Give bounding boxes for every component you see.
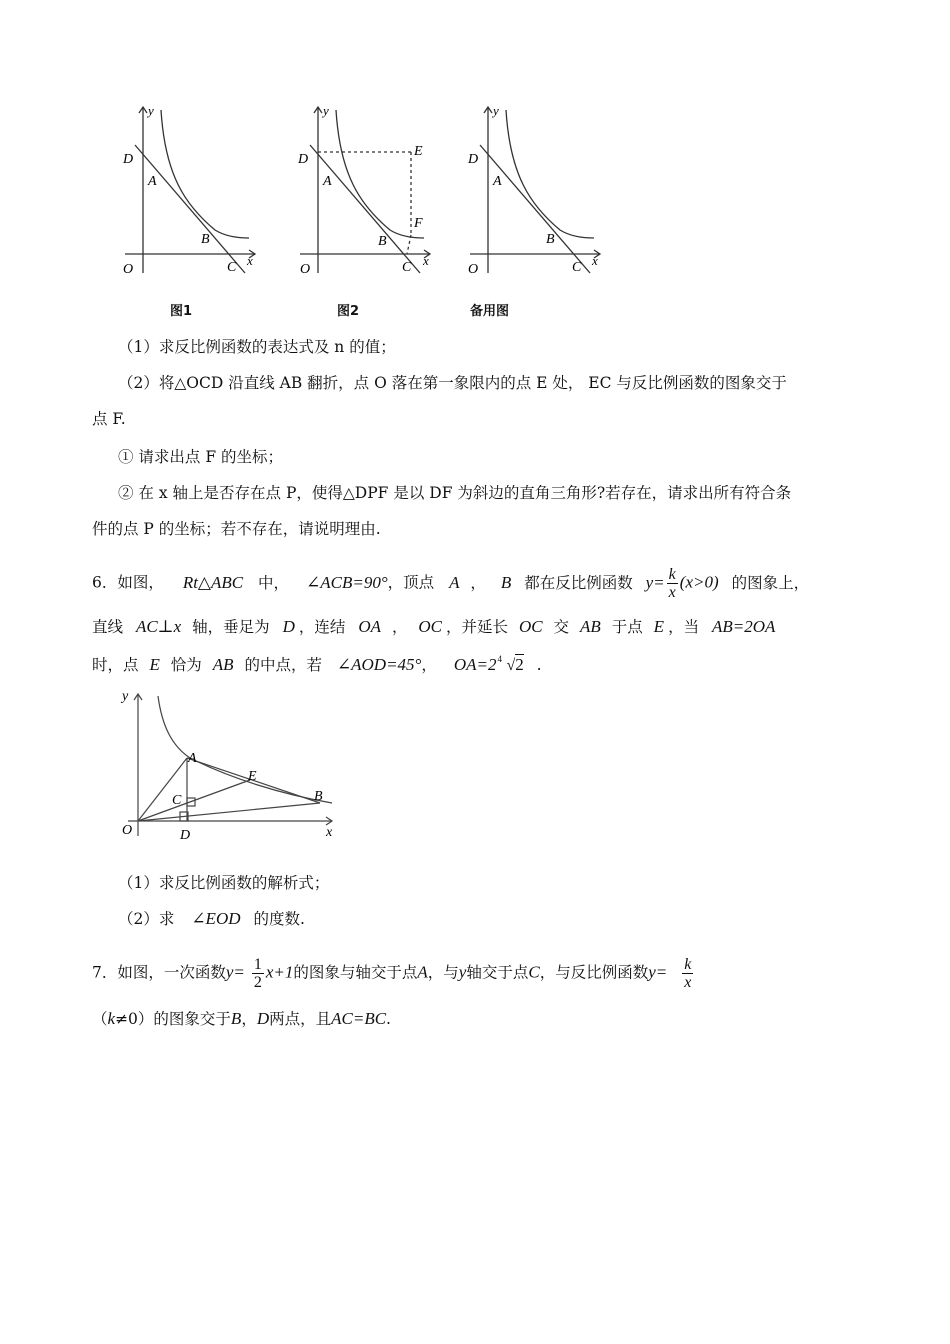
q7-line2: （k≠0）的图象交于B，D两点，且AC=BC. [92,1009,391,1028]
fig2-label-B: B [378,234,387,249]
q6-fig-label-x: x [326,825,333,840]
q6-fig-label-D: D [180,828,191,843]
fig1-label-B: B [201,232,210,247]
figure-2 [290,95,440,290]
fig3-label-y: y [493,103,499,118]
figure-3 [460,95,610,290]
fig3-label-A: A [493,174,502,189]
q5-part2-line1: （2）将△OCD 沿直线 AB 翻折，点 O 落在第一象限内的点 E 处， EC 与反比例函数的图象交于 [118,374,787,392]
q7-line1: 7．如图，一次函数y= $\frac{1}{2}$ x+1的图象与轴交于点A，与y轴交于点C，与反比例函数y= $\frac{k}{x}$ [92,956,692,991]
fig3-label-x: x [592,253,598,268]
fig2-label-A: A [323,174,332,189]
fig1-label-x: x [247,253,253,268]
fig2-caption: 图2 [337,304,360,319]
fig2-label-O: O [300,262,311,277]
fig1-label-O: O [123,262,134,277]
q6-fig-label-O: O [122,823,133,838]
fig2-label-E: E [414,144,423,159]
fig3-label-D: D [468,152,479,167]
fig3-label-O: O [468,262,479,277]
fig3-label-C: C [572,260,582,275]
fig3-caption: 备用图 [470,304,510,319]
fig3-label-B: B [546,232,555,247]
q6-line1: 6．如图， Rt△ABC 中， ∠ACB=90°，顶点 A ， B 都在反比例函数 y= $\frac{k}{x}$ (x>0) 的图象上， [92,566,810,601]
fig1-caption: 图1 [170,304,193,319]
q5-part1: （1）求反比例函数的表达式及 n 的值； [118,338,396,356]
fig2-label-C: C [402,260,412,275]
q5-part2-line2: 点 F. [92,410,126,428]
fig1-label-y: y [148,103,154,118]
q6-fig-label-y: y [122,689,129,704]
q6-fig-label-B: B [314,789,323,804]
q5-sub2-line2: 件的点 P 的坐标；若不存在，请说明理由. [92,520,381,538]
q5-sub1: ① 请求出点 F 的坐标； [118,448,284,466]
fig1-label-D: D [123,152,134,167]
fig2-label-D: D [298,152,309,167]
fig1-label-C: C [227,260,237,275]
figure-1 [115,95,265,290]
q6-fig-label-E: E [248,769,257,784]
fig1-label-A: A [148,174,157,189]
q6-part2: （2）求 ∠EOD 的度数. [118,909,305,928]
q5-sub2-line1: ② 在 x 轴上是否存在点 P，使得△DPF 是以 DF 为斜边的直角三角形?若存在，请求出所有符合条 [118,484,792,502]
q6-line3: 时，点 E 恰为 AB 的中点，若 ∠AOD=45°， OA=2 4 √2 . [92,654,542,674]
q6-figure [110,686,345,846]
q6-part1: （1）求反比例函数的解析式； [118,874,330,892]
fig2-label-y: y [323,103,329,118]
q6-fig-label-A: A [188,751,197,766]
fig2-label-F: F [414,216,423,231]
q6-fig-label-C: C [172,793,182,808]
q6-line2: 直线 AC⊥x 轴，垂足为 D ，连结 OA ， OC ，并延长 OC 交 AB 于点 E ，当 AB=2OA [92,617,776,636]
fig2-label-x: x [423,253,429,268]
